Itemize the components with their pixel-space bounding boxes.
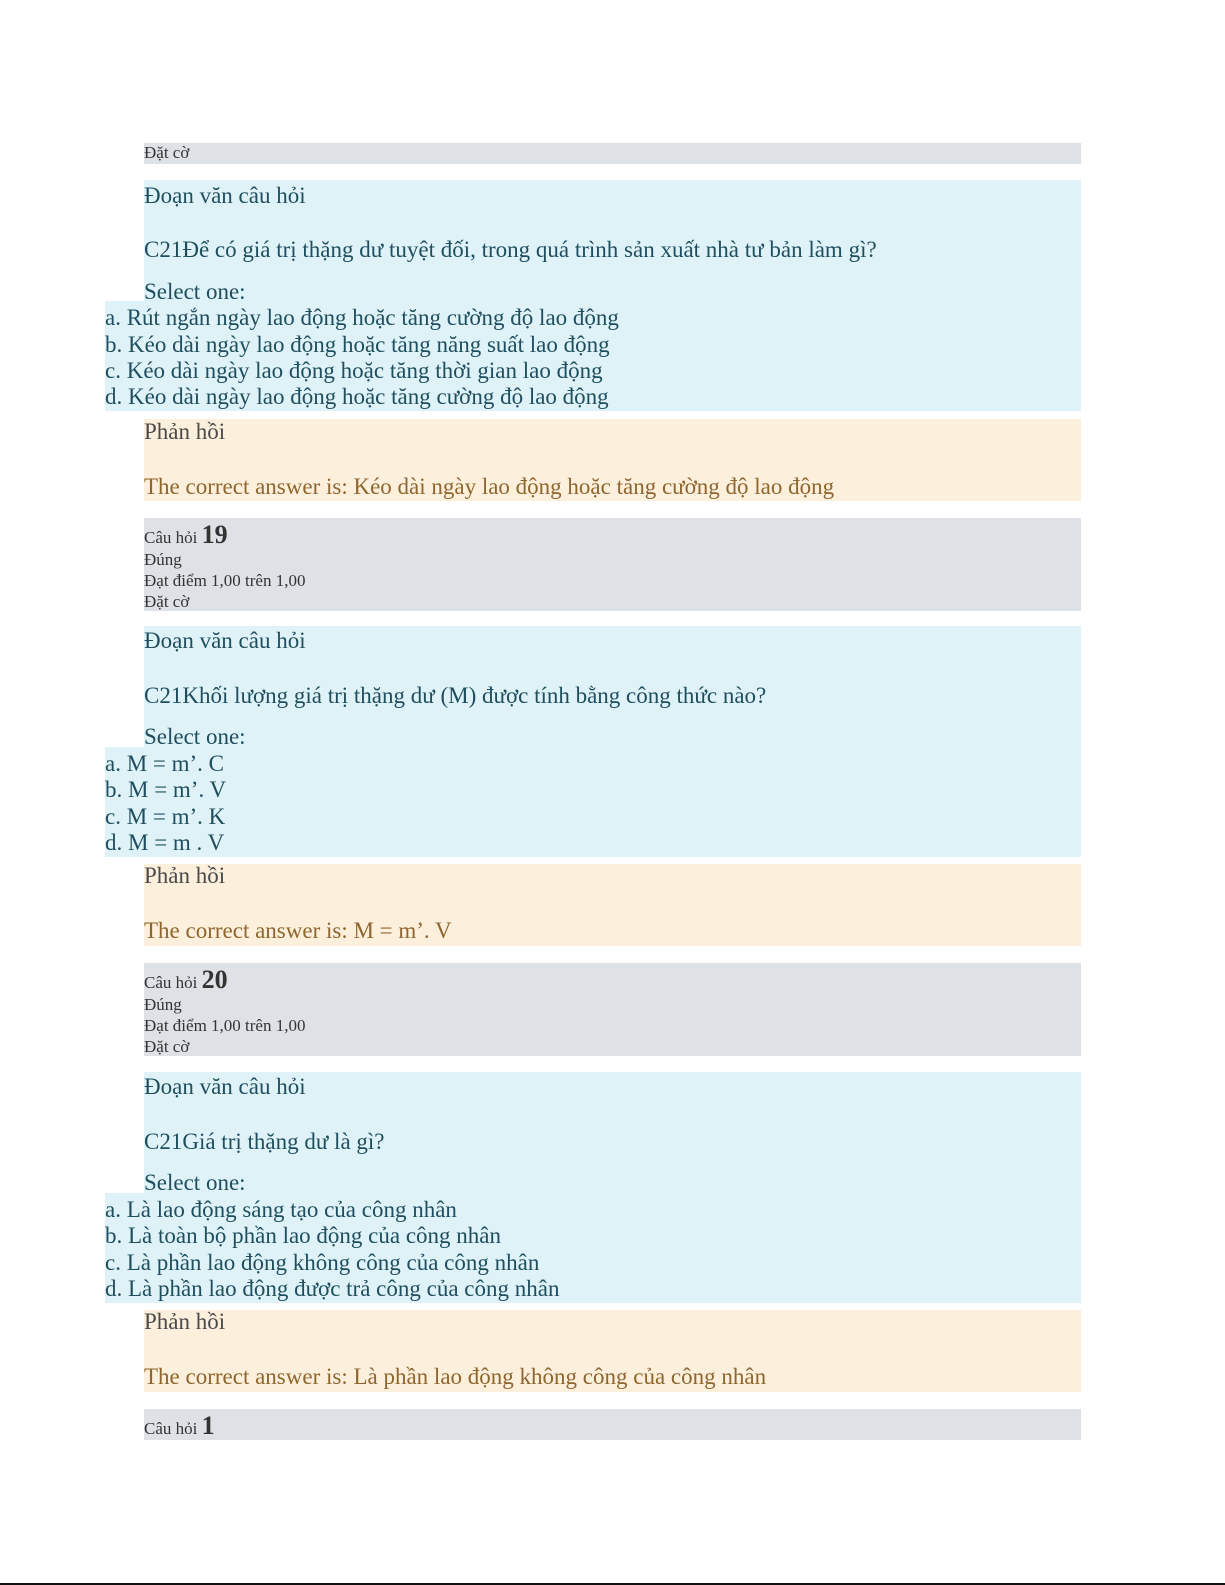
- formulation-title: Đoạn văn câu hỏi: [144, 1074, 306, 1099]
- answer-option-a[interactable]: a. Là lao động sáng tạo của công nhân: [105, 1197, 457, 1222]
- flag-question-link[interactable]: Đặt cờ: [144, 143, 190, 162]
- flag-question-link[interactable]: Đặt cờ: [144, 1037, 190, 1056]
- select-one-prompt: Select one:: [144, 279, 246, 304]
- question-status: Đúng: [144, 550, 182, 569]
- select-one-prompt: Select one:: [144, 724, 246, 749]
- select-one-prompt: Select one:: [144, 1170, 246, 1195]
- formulation-title: Đoạn văn câu hỏi: [144, 628, 306, 653]
- answer-option-c[interactable]: c. Kéo dài ngày lao động hoặc tăng thời gian lao động: [105, 358, 603, 383]
- answer-option-a[interactable]: a. Rút ngắn ngày lao động hoặc tăng cường độ lao động: [105, 305, 619, 330]
- question-number: 19: [201, 520, 228, 549]
- answer-option-c[interactable]: c. Là phần lao động không công của công nhân: [105, 1250, 540, 1275]
- answer-option-d[interactable]: d. Là phần lao động được trả công của công nhân: [105, 1276, 560, 1301]
- feedback-title: Phản hồi: [144, 419, 226, 444]
- question-text: C21Để có giá trị thặng dư tuyệt đối, trong quá trình sản xuất nhà tư bản làm gì?: [144, 237, 877, 262]
- question-info: [144, 518, 1081, 611]
- question-grade: Đạt điểm 1,00 trên 1,00: [144, 1016, 306, 1035]
- feedback-title: Phản hồi: [144, 1309, 226, 1334]
- feedback-text: The correct answer is: M = m’. V: [144, 918, 452, 943]
- question-text: C21Khối lượng giá trị thặng dư (M) được tính bằng công thức nào?: [144, 683, 767, 708]
- answer-option-c[interactable]: c. M = m’. K: [105, 804, 226, 829]
- formulation-title: Đoạn văn câu hỏi: [144, 183, 306, 208]
- question-number: 20: [201, 965, 228, 994]
- feedback-text: The correct answer is: Là phần lao động không công của công nhân: [144, 1364, 767, 1389]
- answer-option-b[interactable]: b. Là toàn bộ phần lao động của công nhân: [105, 1223, 501, 1248]
- answer-option-b[interactable]: b. M = m’. V: [105, 777, 227, 802]
- answer-option-b[interactable]: b. Kéo dài ngày lao động hoặc tăng năng suất lao động: [105, 332, 610, 357]
- question-text: C21Giá trị thặng dư là gì?: [144, 1129, 385, 1154]
- question-number: 1: [201, 1411, 215, 1440]
- feedback-text: The correct answer is: Kéo dài ngày lao động hoặc tăng cường độ lao động: [144, 474, 835, 499]
- answer-option-d[interactable]: d. Kéo dài ngày lao động hoặc tăng cường độ lao động: [105, 384, 609, 409]
- answer-option-d[interactable]: d. M = m . V: [105, 830, 225, 855]
- feedback-title: Phản hồi: [144, 863, 226, 888]
- question-label: Câu hỏi: [144, 528, 198, 547]
- answer-option-a[interactable]: a. M = m’. C: [105, 751, 225, 776]
- question-info: [144, 963, 1081, 1056]
- question-grade: Đạt điểm 1,00 trên 1,00: [144, 571, 306, 590]
- question-info: [144, 1409, 1081, 1440]
- question-label: Câu hỏi: [144, 973, 198, 992]
- question-label: Câu hỏi: [144, 1419, 198, 1438]
- question-info-flag-strip: [144, 143, 1081, 164]
- flag-question-link[interactable]: Đặt cờ: [144, 592, 190, 611]
- question-status: Đúng: [144, 995, 182, 1014]
